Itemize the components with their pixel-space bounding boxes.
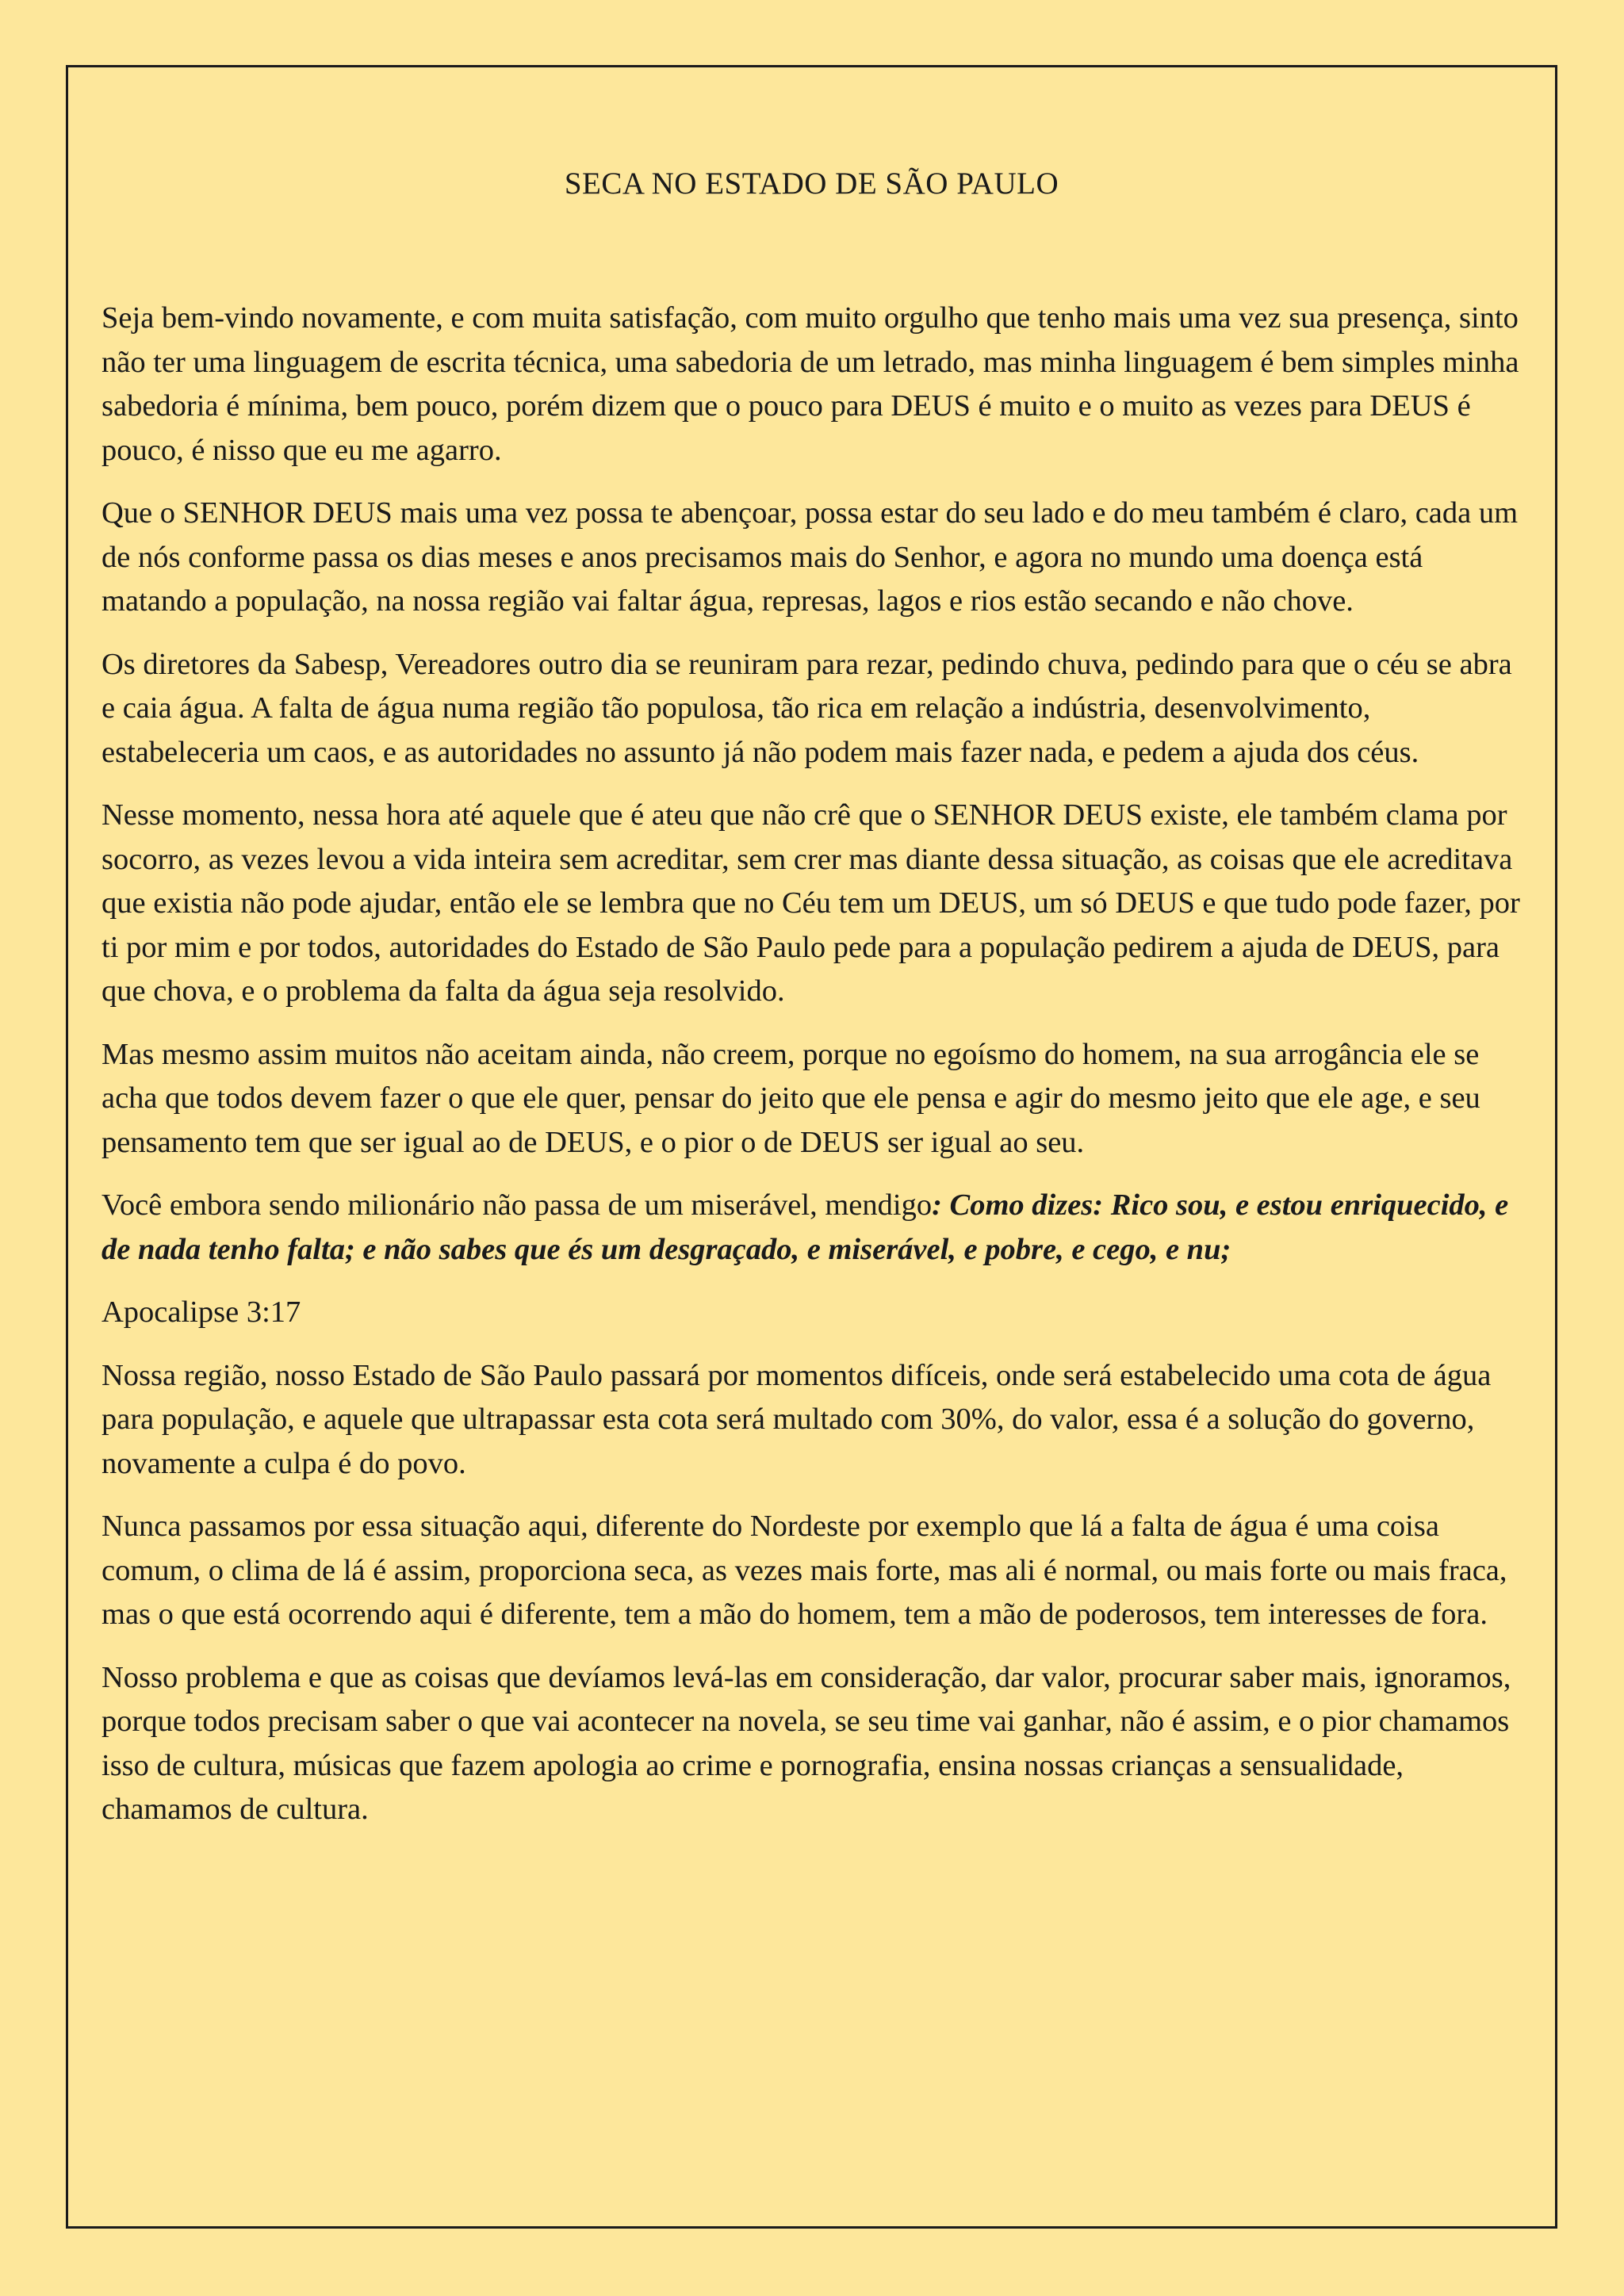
paragraph-culture: Nosso problema e que as coisas que devíamos levá-las em consideração, dar valor, procurar saber mais, ignoramos, porque todos precisam saber o que vai acontecer na novela, se seu time vai ganhar, não é assim, e o pior chamamos isso de cultura, músicas que fazem apologia ao crime e pornografia, ensina nossas crianças a sensualidade, chamamos de cultura. [102,1660,1511,1826]
page-border [66,65,1557,2229]
bible-quote: : Como dizes: Rico sou, e estou enriquecido, e de nada tenho falta; e não sabes que és um desgraçado, e miserável, e pobre, e cego, e nu; [102,1188,1509,1266]
paragraph-sabesp: Os diretores da Sabesp, Vereadores outro dia se reuniram para rezar, pedindo chuva, pedindo para que o céu se abra e caia água. A falta de água numa região tão populosa, tão rica em relação a indústria, desenvolvimento, estabeleceria um caos, e as autoridades no assunto já não podem mais fazer nada, e pedem a ajuda dos céus. [102,647,1512,769]
paragraph-northeast: Nunca passamos por essa situação aqui, diferente do Nordeste por exemplo que lá a falta de água é uma coisa comum, o clima de lá é assim, proporciona seca, as vezes mais forte, mas ali é normal, ou mais forte ou mais fraca, mas o que está ocorrendo aqui é diferente, tem a mão do homem, tem a mão de poderosos, tem interesses de fora. [102,1510,1507,1631]
paragraph-water-quota: Nossa região, nosso Estado de São Paulo passará por momentos difíceis, onde será estabelecido uma cota de água para população, e aquele que ultrapassar esta cota será multado com 30%, do valor, essa é a solução do governo, novamente a culpa é do povo. [102,1358,1492,1480]
paragraph-atheist: Nesse momento, nessa hora até aquele que é ateu que não crê que o SENHOR DEUS existe, ele também clama por socorro, as vezes levou a vida inteira sem acreditar, sem crer mas diante dessa situação, as coisas que ele acreditava que existia não pode ajudar, então ele se lembra que no Céu tem um DEUS, um só DEUS e que tudo pode fazer, por ti por mim e por todos, autoridades do Estado de São Paulo pede para a população pedirem a ajuda de DEUS, para que chova, e o problema da falta da água seja resolvido. [102,798,1520,1008]
paragraph-quote [102,1184,1522,1272]
page-title: SECA NO ESTADO DE SÃO PAULO [564,166,1059,201]
quote-lead: Você embora sendo milionário não passa de um miserável, mendigo [102,1188,933,1222]
paragraph-welcome: Seja bem-vindo novamente, e com muita satisfação, com muito orgulho que tenho mais uma vez sua presença, sinto não ter uma linguagem de escrita técnica, uma sabedoria de um letrado, mas minha linguagem é bem simples minha sabedoria é mínima, bem pouco, porém dizem que o pouco para DEUS é muito e o muito as vezes para DEUS é pouco, é nisso que eu me agarro. [102,301,1519,467]
bible-reference: Apocalipse 3:17 [102,1295,301,1329]
paragraph-egoism: Mas mesmo assim muitos não aceitam ainda, não creem, porque no egoísmo do homem, na sua arrogância ele se acha que todos devem fazer o que ele quer, pensar do jeito que ele pensa e agir do mesmo jeito que ele age, e seu pensamento tem que ser igual ao de DEUS, e o pior o de DEUS ser igual ao seu. [102,1037,1480,1159]
paragraph-blessing: Que o SENHOR DEUS mais uma vez possa te abençoar, possa estar do seu lado e do meu também é claro, cada um de nós conforme passa os dias meses e anos precisamos mais do Senhor, e agora no mundo uma doença está matando a população, na nossa região vai faltar água, represas, lagos e rios estão secando e não chove. [102,496,1519,618]
document-body [102,297,1522,1851]
